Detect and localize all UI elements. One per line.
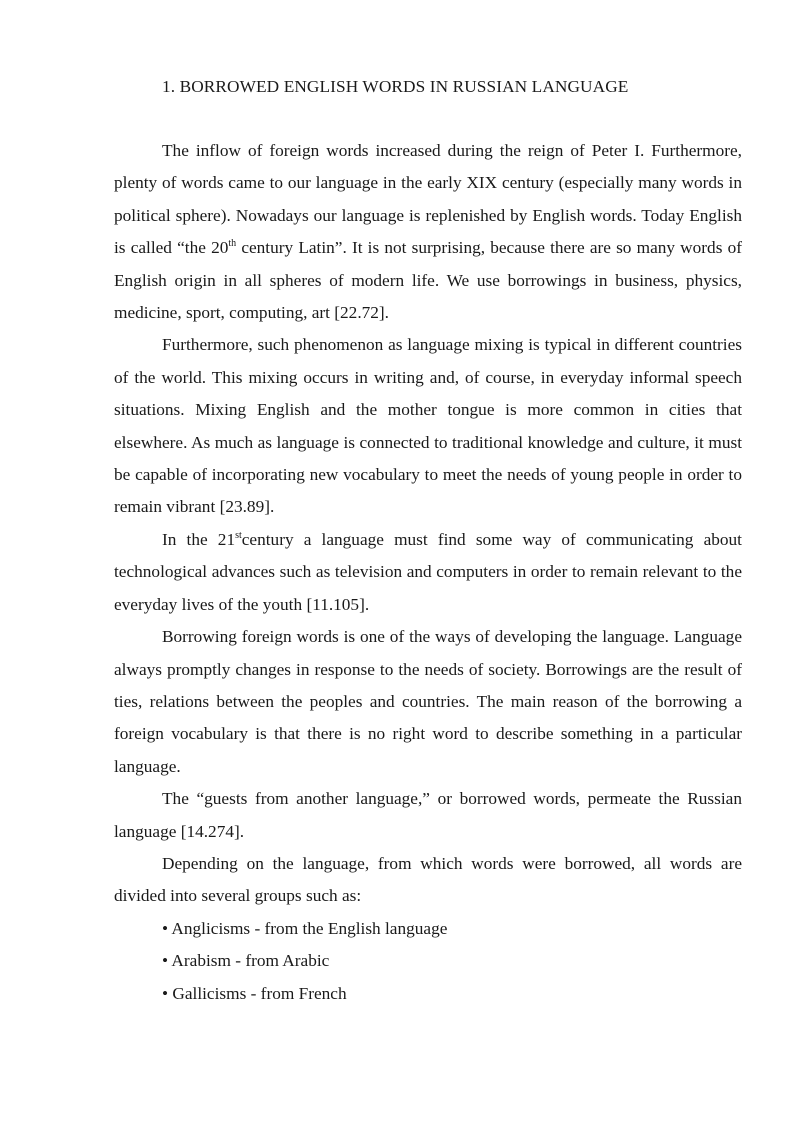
paragraph-3-text-end: century a language must find some way of communicating about technological advances such as television and computers in order to remain relevant to the everyday lives of the youth [11.105]. — [114, 529, 742, 614]
list-item: • Anglicisms - from the English language — [162, 918, 448, 938]
paragraph-1 — [114, 135, 742, 329]
ordinal-superscript-th: th — [228, 238, 237, 250]
document-page — [114, 70, 742, 1010]
section-heading: 1. BORROWED ENGLISH WORDS IN RUSSIAN LANGUAGE — [162, 77, 629, 96]
paragraph-6: Depending on the language, from which words were borrowed, all words are divided into several groups such as: — [114, 853, 742, 906]
paragraph-3 — [114, 524, 742, 621]
paragraph-3-text-start: In the 21 — [162, 529, 236, 549]
paragraph-2: Furthermore, such phenomenon as language mixing is typical in different countries of the world. This mixing occurs in writing and, of course, in everyday informal speech situations. Mixing English and the mother tongue is more common in cities that elsewhere. As much as language is connected to traditional knowledge and culture, it must be capable of incorporating new vocabulary to meet the needs of young people in order to remain vibrant [23.89]. — [114, 335, 742, 517]
heading-spacer — [114, 104, 742, 135]
borrowing-groups-list — [114, 913, 742, 1010]
ordinal-superscript-st: st — [235, 529, 242, 541]
list-item: • Gallicisms - from French — [162, 983, 347, 1003]
paragraph-1-text-end: century Latin”. It is not surprising, because there are so many words of English origin in all spheres of modern life. We use borrowings in business, physics, medicine, sport, computing, art [22.72]. — [114, 238, 742, 323]
list-item: • Arabism - from Arabic — [162, 951, 330, 971]
paragraph-4: Borrowing foreign words is one of the ways of developing the language. Language always promptly changes in response to the needs of society. Borrowings are the result of ties, relations between the peoples and countries. The main reason of the borrowing a foreign vocabulary is that there is no right word to describe something in a particular language. — [114, 627, 742, 776]
paragraph-5: The “guests from another language,” or borrowed words, permeate the Russian language [14.274]. — [114, 789, 742, 841]
paragraph-1-text-start: The inflow of foreign words increased during the reign of Peter I. Furthermore, plenty of words came to our language in the early XIX century (especially many words in political sphere). Nowadays our language is replenished by English words. Today English is called “the 20 — [114, 141, 742, 258]
